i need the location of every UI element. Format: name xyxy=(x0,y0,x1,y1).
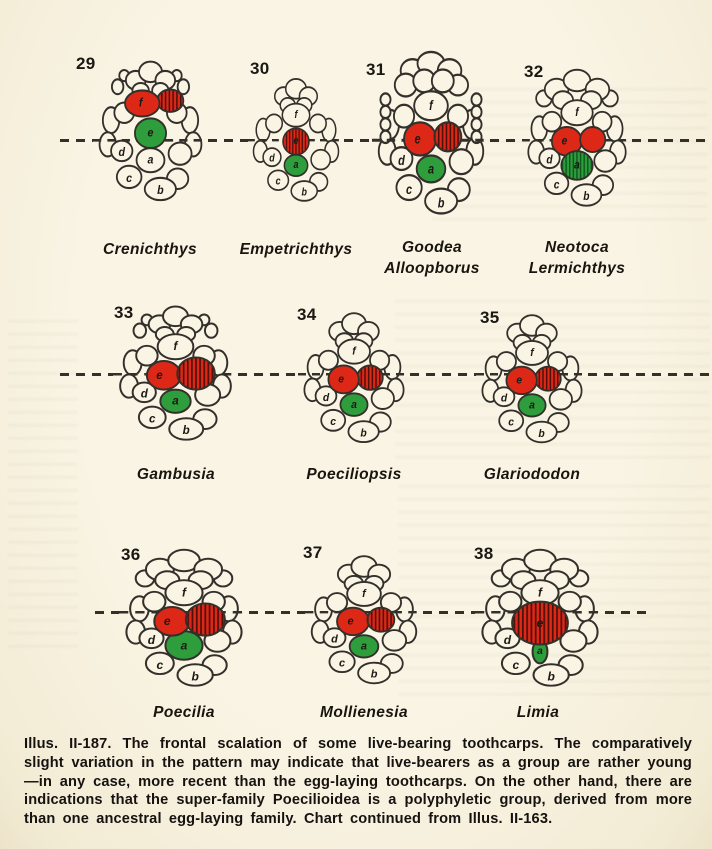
side-scale xyxy=(372,388,394,409)
diagram-32-genus: Neotoca Lermichthys xyxy=(528,239,626,277)
scalation-diagram-svg xyxy=(476,310,588,456)
scale-letter: b xyxy=(547,669,555,684)
scale-letter: b xyxy=(437,195,445,211)
bleedthrough-texture xyxy=(8,320,78,650)
scale-letter: a xyxy=(360,640,368,653)
scale-letter: f xyxy=(173,340,178,354)
diagram-30-genus: Empetrichthys xyxy=(239,241,353,258)
scale-letter: d xyxy=(147,633,156,647)
companion-scale xyxy=(367,608,394,632)
scale-letter: b xyxy=(157,184,164,198)
diagram-36-genus: Poecilia xyxy=(153,704,215,721)
scale-letter: a xyxy=(351,398,357,411)
scale-e xyxy=(154,607,189,636)
scale-e xyxy=(147,361,181,390)
eye-level-dashed-line xyxy=(238,373,298,376)
side-scale xyxy=(550,389,572,410)
scale-letter: c xyxy=(406,181,413,198)
scale-letter: e xyxy=(536,616,544,630)
scale-letter: f xyxy=(138,97,143,110)
scale-letter: f xyxy=(352,345,356,358)
diagram-30-figure xyxy=(248,74,344,214)
scale-letter: d xyxy=(331,633,338,646)
crown-scale xyxy=(471,106,481,118)
scale-letter: c xyxy=(330,415,337,429)
scale-letter: c xyxy=(275,175,281,188)
scale-letter: e xyxy=(414,131,421,147)
diagram-36-figure xyxy=(119,548,249,700)
diagram-36-number: 36 xyxy=(121,545,141,564)
scale-letter: c xyxy=(126,172,133,186)
scalation-diagram-svg xyxy=(113,302,238,454)
scale-letter: e xyxy=(347,615,354,628)
companion-scale xyxy=(357,365,383,389)
eye-level-dashed-line xyxy=(208,139,248,142)
diagram-32-number: 32 xyxy=(524,62,544,81)
diagram-37-figure xyxy=(305,551,423,697)
crown-scale xyxy=(380,93,390,105)
scale-letter: f xyxy=(537,585,543,600)
eye-level-dashed-line xyxy=(490,139,522,142)
scale-letter: e xyxy=(293,135,299,148)
scalation-diagram-svg xyxy=(372,54,490,230)
crown-scale xyxy=(471,118,481,130)
scalation-diagram-svg xyxy=(298,308,410,456)
scale-letter: c xyxy=(339,657,346,670)
crown-scale xyxy=(380,118,390,130)
scale-letter: b xyxy=(370,668,378,681)
side-scale xyxy=(266,114,282,132)
scalation-diagram-svg xyxy=(475,548,605,700)
scalation-diagram-svg xyxy=(119,548,249,700)
diagram-35-genus: Glariododon xyxy=(483,466,581,483)
diagram-35-figure xyxy=(476,310,588,456)
eye-level-dashed-line xyxy=(605,611,647,614)
crown-scale xyxy=(112,79,124,94)
eye-level-dashed-line xyxy=(410,373,476,376)
side-scale xyxy=(383,630,407,651)
side-scale xyxy=(311,150,330,170)
eye-level-dashed-line xyxy=(249,611,305,614)
scale-letter: a xyxy=(529,399,535,412)
crown-scale xyxy=(205,323,218,337)
diagram-31-figure xyxy=(372,54,490,230)
diagram-30-number: 30 xyxy=(250,59,270,78)
scale-letter: f xyxy=(530,346,534,360)
scale-letter: b xyxy=(182,424,190,438)
scale-letter: e xyxy=(338,373,345,386)
scale-letter: f xyxy=(294,109,298,122)
scale-letter: d xyxy=(398,152,405,169)
scale-letter: e xyxy=(516,374,523,387)
scale-letter: e xyxy=(561,134,568,148)
diagram-33-figure xyxy=(113,302,238,454)
scale-letter: e xyxy=(163,614,171,629)
scale-letter: a xyxy=(147,153,154,167)
diagram-34-genus: Poeciliopsis xyxy=(306,466,402,483)
companion-scale xyxy=(580,127,605,152)
scale-letter: b xyxy=(301,186,307,199)
scale-letter: a xyxy=(537,646,543,658)
scalation-diagram-svg xyxy=(93,57,208,215)
diagram-33-number: 33 xyxy=(114,303,134,322)
diagram-35-number: 35 xyxy=(480,308,500,327)
crown-scale xyxy=(471,93,481,105)
scale-letter: c xyxy=(156,658,164,672)
eye-level-dashed-line xyxy=(423,611,475,614)
companion-scale xyxy=(434,122,461,151)
diagram-34-number: 34 xyxy=(297,305,317,324)
scale-letter: c xyxy=(508,416,515,429)
scale-letter: a xyxy=(293,159,299,172)
diagram-32-figure xyxy=(522,68,632,220)
scale-letter: a xyxy=(172,394,179,408)
scale-letter: c xyxy=(512,658,520,672)
diagram-29-genus: Crenichthys xyxy=(103,241,197,258)
side-scale xyxy=(169,143,192,165)
scale-letter: f xyxy=(429,98,433,114)
crown-scale xyxy=(380,106,390,118)
scalation-diagram-svg xyxy=(305,551,423,697)
scale-letter: d xyxy=(322,391,330,404)
eye-level-dashed-line xyxy=(344,139,372,142)
crown-scale xyxy=(134,323,146,337)
scale-letter: f xyxy=(181,585,187,600)
scale-letter: b xyxy=(360,427,367,440)
diagram-31-number: 31 xyxy=(366,60,386,79)
diagram-29-figure xyxy=(93,57,208,215)
scale-letter: b xyxy=(538,427,545,440)
diagram-34-figure xyxy=(298,308,410,456)
companion-scale xyxy=(157,90,183,112)
side-scale xyxy=(594,150,616,171)
scalation-diagram-svg xyxy=(522,68,632,220)
scale-letter: b xyxy=(583,190,590,204)
scalation-diagram-svg xyxy=(248,74,344,214)
eye-level-dashed-line xyxy=(60,373,113,376)
side-scale xyxy=(450,149,474,174)
scale-letter: c xyxy=(149,412,156,426)
diagram-37-number: 37 xyxy=(303,543,323,562)
diagram-38-number: 38 xyxy=(474,544,494,563)
eye-level-dashed-line xyxy=(60,139,93,142)
scale-letter: c xyxy=(553,178,560,192)
scale-letter: d xyxy=(546,153,553,167)
scale-letter: f xyxy=(575,106,579,120)
scale-letter: d xyxy=(269,152,275,165)
companion-scale xyxy=(177,357,215,389)
scale-letter: e xyxy=(147,126,154,140)
scale-letter: e xyxy=(156,368,163,382)
crown-scale xyxy=(432,70,454,93)
companion-scale xyxy=(535,367,561,391)
diagram-38-genus: Limia xyxy=(516,704,560,721)
side-scale xyxy=(310,114,326,132)
scale-letter: d xyxy=(118,146,126,160)
scale-letter: d xyxy=(140,387,148,401)
diagram-29-number: 29 xyxy=(76,54,96,73)
scale-letter: a xyxy=(180,638,188,653)
eye-level-dashed-line xyxy=(95,611,119,614)
diagram-31-genus: Goodea Alloopborus xyxy=(384,239,480,277)
eye-level-dashed-line xyxy=(588,373,710,376)
scale-letter: f xyxy=(362,587,366,600)
scale-letter: a xyxy=(574,159,580,172)
companion-scale xyxy=(186,603,225,635)
diagram-38-figure xyxy=(475,548,605,700)
diagram-37-genus: Mollienesia xyxy=(320,704,408,721)
scale-letter: d xyxy=(500,392,508,405)
scale-letter: b xyxy=(191,669,199,684)
eye-level-dashed-line xyxy=(632,139,705,142)
scale-letter: a xyxy=(427,161,435,177)
caption: Illus. II-187. The frontal scalation of some live-bearing toothcarps. The comparatively slight variation in the pattern may indicate that live-bearers as a group are rather young—in any case, more recent than the egg-laying toothcarps. On the other hand, there are indications that the super-family Poecilioidea is a polyphyletic group, derived from more than one ancestral egg-laying family. Chart continued from Illus. II-163. xyxy=(24,736,692,828)
scale-letter: d xyxy=(503,633,512,647)
diagram-33-genus: Gambusia xyxy=(136,466,216,483)
